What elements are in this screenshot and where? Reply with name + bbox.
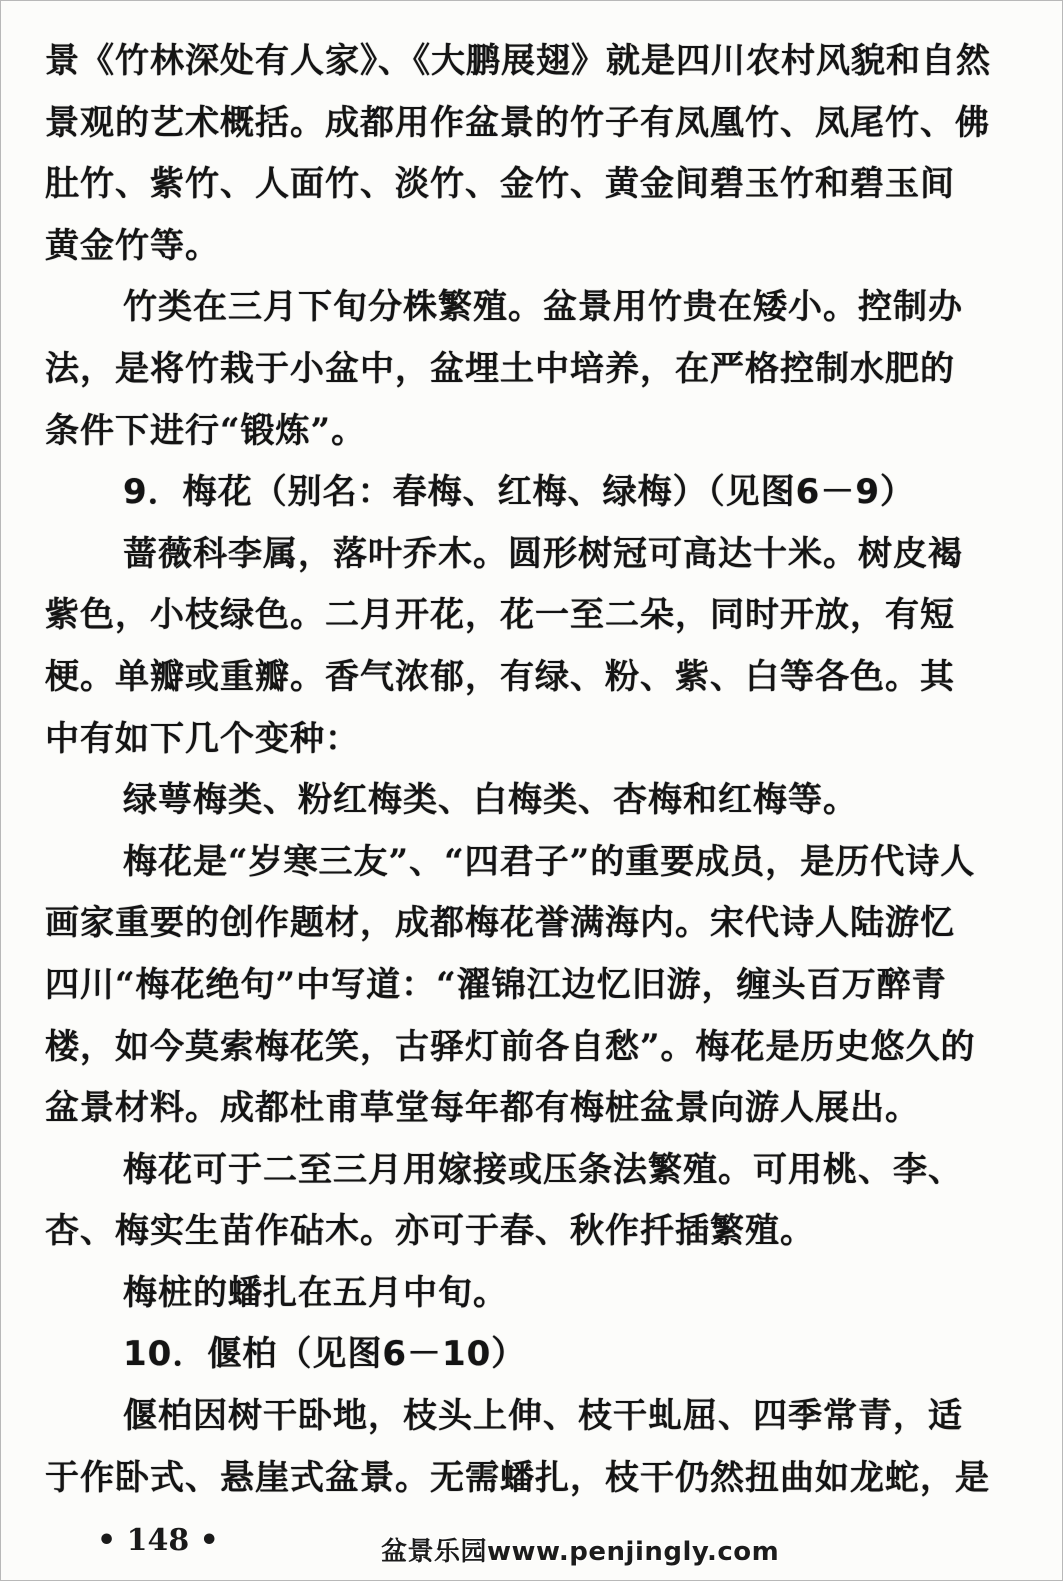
- text-line: 梅花可于二至三月用嫁接或压条法繁殖。可用桃、李、: [123, 1149, 963, 1190]
- text-line: 偃柏因树干卧地，枝头上伸、枝干虬屈、四季常青，适: [123, 1396, 963, 1437]
- text-line: 法，是将竹栽于小盆中，盆埋土中培养，在严格控制水肥的: [45, 348, 955, 389]
- text-line: 杏、梅实生苗作砧木。亦可于春、秋作扦插繁殖。: [45, 1211, 815, 1252]
- page-number: • 148 •: [97, 1523, 219, 1558]
- text-line: 黄金竹等。: [45, 225, 220, 266]
- section-heading: 10．偃柏（见图6－10）: [123, 1334, 527, 1375]
- text-line: 四川“梅花绝句”中写道：“濯锦江边忆旧游，缠头百万醉青: [45, 964, 947, 1005]
- body-text: [45, 31, 1020, 1509]
- text-line: 景观的艺术概括。成都用作盆景的竹子有凤凰竹、凤尾竹、佛: [45, 102, 990, 143]
- text-line: 盆景材料。成都杜甫草堂每年都有梅桩盆景向游人展出。: [45, 1088, 920, 1129]
- text-line: 绿萼梅类、粉红梅类、白梅类、杏梅和红梅等。: [123, 780, 858, 821]
- text-line: 于作卧式、悬崖式盆景。无需蟠扎，枝干仍然扭曲如龙蛇，是: [45, 1457, 990, 1498]
- text-line: 景《竹林深处有人家》、《大鹏展翅》就是四川农村风貌和自然: [45, 41, 991, 81]
- text-line: 肚竹、紫竹、人面竹、淡竹、金竹、黄金间碧玉竹和碧玉间: [45, 164, 955, 205]
- text-line: 蔷薇科李属，落叶乔木。圆形树冠可高达十米。树皮褐: [123, 533, 963, 574]
- text-line: 楼，如今莫索梅花笑，古驿灯前各自愁”。梅花是历史悠久的: [45, 1026, 976, 1067]
- text-line: 梗。单瓣或重瓣。香气浓郁，有绿、粉、紫、白等各色。其: [45, 656, 955, 697]
- watermark: 盆景乐园www.penjingly.com: [381, 1537, 780, 1567]
- text-line: 梅桩的蟠扎在五月中旬。: [123, 1272, 508, 1313]
- text-line: 梅花是“岁寒三友”、“四君子”的重要成员，是历代诗人: [123, 841, 976, 882]
- text-line: 条件下进行“锻炼”。: [45, 410, 367, 451]
- section-heading: 9．梅花（别名：春梅、红梅、绿梅）（见图6－9）: [123, 472, 915, 513]
- text-line: 中有如下几个变种：: [45, 718, 360, 759]
- text-line: 画家重要的创作题材，成都梅花誉满海内。宋代诗人陆游忆: [45, 903, 955, 944]
- text-line: 竹类在三月下旬分株繁殖。盆景用竹贵在矮小。控制办: [123, 287, 963, 328]
- text-line: 紫色，小枝绿色。二月开花，花一至二朵，同时开放，有短: [45, 595, 955, 636]
